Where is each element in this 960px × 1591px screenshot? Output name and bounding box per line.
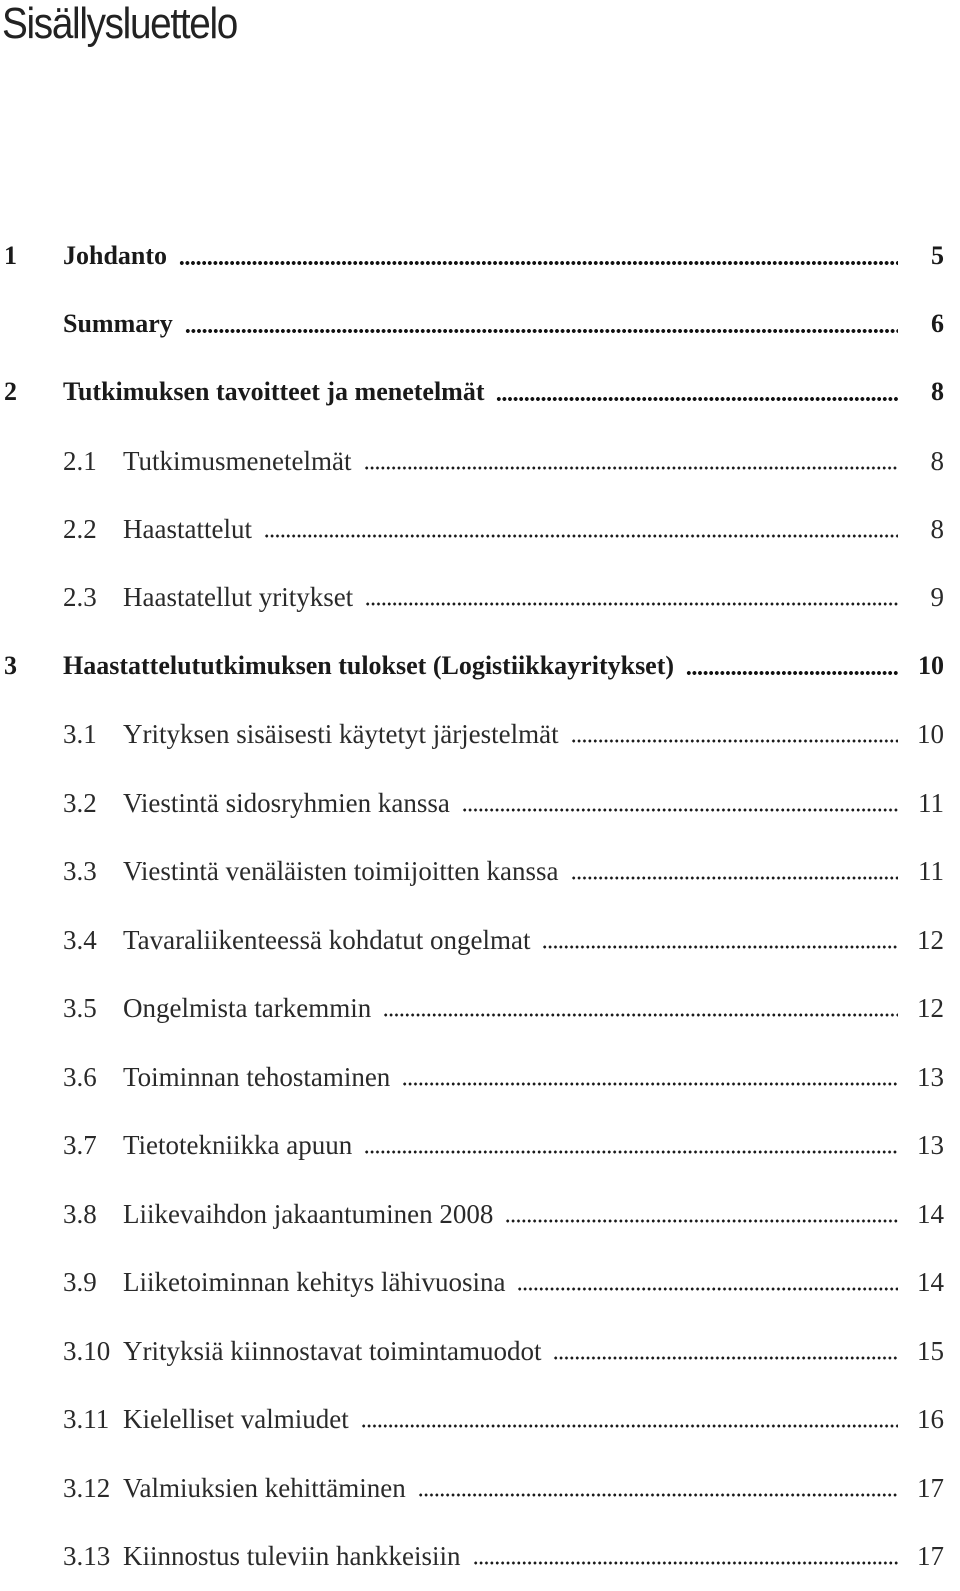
- dot-leader: [542, 944, 898, 950]
- toc-entry-number: 3.8: [63, 1199, 97, 1229]
- toc-entry-1[interactable]: [0, 236, 960, 276]
- dot-leader: [505, 1218, 898, 1224]
- toc-entry-3-9[interactable]: [0, 1262, 960, 1302]
- dot-leader: [402, 1081, 898, 1087]
- toc-entry-2-3[interactable]: [0, 577, 960, 617]
- toc-entry-2-2[interactable]: [0, 509, 960, 549]
- toc-entry-3-13[interactable]: [0, 1536, 960, 1576]
- dot-leader: [383, 1012, 898, 1018]
- toc-entry-page: 17: [917, 1473, 944, 1503]
- toc-entry-number: 3.2: [63, 788, 97, 818]
- toc-entry-number: 2.2: [63, 514, 97, 544]
- dot-leader: [473, 1560, 899, 1566]
- dot-leader: [179, 260, 898, 266]
- toc-entry-2[interactable]: [0, 372, 960, 412]
- dot-leader: [571, 875, 898, 881]
- toc-entry-2-1[interactable]: [0, 441, 960, 481]
- toc-entry-page: 14: [917, 1267, 944, 1297]
- toc-entry-page: 8: [931, 377, 944, 406]
- toc-entry-title: Viestintä sidosryhmien kanssa: [123, 788, 450, 818]
- toc-entry-page: 12: [917, 925, 944, 955]
- toc-entry-3-2[interactable]: [0, 783, 960, 823]
- toc-entry-title: Kiinnostus tuleviin hankkeisiin: [123, 1541, 461, 1571]
- toc-entry-title: Haastatellut yritykset: [123, 582, 354, 612]
- toc-entry-number: 3.1: [63, 719, 97, 749]
- toc-entry-title: Haastattelut: [123, 514, 252, 544]
- toc-entry-title: Valmiuksien kehittäminen: [123, 1473, 406, 1503]
- toc-entry-title: Tavaraliikenteessä kohdatut ongelmat: [123, 925, 531, 955]
- toc-entry-title: Tutkimuksen tavoitteet ja menetelmät: [63, 377, 485, 406]
- toc-entry-number: 3: [4, 651, 17, 680]
- toc-entry-number: 3.13: [63, 1541, 111, 1571]
- toc-entry-page: 10: [917, 719, 944, 749]
- toc-entry-number: 3.4: [63, 925, 97, 955]
- toc-entry-page: 13: [917, 1062, 944, 1092]
- toc-entry-page: 5: [931, 241, 944, 270]
- toc-entry-page: 14: [917, 1199, 944, 1229]
- toc-entry-3-6[interactable]: [0, 1057, 960, 1097]
- dot-leader: [361, 1423, 898, 1429]
- toc-entry-number: 2: [4, 377, 17, 406]
- toc-entry-3-5[interactable]: [0, 988, 960, 1028]
- dot-leader: [365, 601, 898, 607]
- page-title: Sisällysluettelo: [2, 0, 237, 48]
- toc-entry-number: 3.7: [63, 1130, 97, 1160]
- toc-entry-number: 2.1: [63, 446, 97, 476]
- toc-entry-page: 11: [918, 856, 944, 886]
- toc-entry-title: Liikevaihdon jakaantuminen 2008: [123, 1199, 494, 1229]
- toc-entry-summary[interactable]: [0, 304, 960, 344]
- toc-entry-title: Yrityksen sisäisesti käytetyt järjestelmät: [123, 719, 559, 749]
- dot-leader: [496, 396, 898, 402]
- dot-leader: [185, 328, 898, 334]
- toc-entry-number: 3.11: [63, 1404, 110, 1434]
- toc-entry-3-8[interactable]: [0, 1194, 960, 1234]
- toc-entry-3-12[interactable]: [0, 1468, 960, 1508]
- dot-leader: [462, 807, 898, 813]
- toc-entry-title: Kielelliset valmiudet: [123, 1404, 349, 1434]
- dot-leader: [364, 465, 899, 471]
- toc-entry-page: 16: [917, 1404, 944, 1434]
- toc-entry-3-3[interactable]: [0, 851, 960, 891]
- dot-leader: [571, 738, 898, 744]
- dot-leader: [264, 533, 898, 539]
- toc-entry-page: 12: [917, 993, 944, 1023]
- toc-entry-3-4[interactable]: [0, 920, 960, 960]
- toc-entry-title: Liiketoiminnan kehitys lähivuosina: [123, 1267, 506, 1297]
- toc-entry-title: Johdanto: [63, 241, 168, 270]
- toc-entry-page: 10: [918, 651, 944, 680]
- toc-entry-number: 3.12: [63, 1473, 111, 1503]
- toc-entry-number: 3.5: [63, 993, 97, 1023]
- toc-entry-page: 8: [930, 446, 944, 476]
- toc-entry-page: 8: [930, 514, 944, 544]
- toc-entry-title: Ongelmista tarkemmin: [123, 993, 372, 1023]
- dot-leader: [553, 1355, 898, 1361]
- toc-entry-3[interactable]: [0, 646, 960, 686]
- toc-entry-3-1[interactable]: [0, 714, 960, 754]
- toc-entry-number: 3.9: [63, 1267, 97, 1297]
- toc-entry-number: 3.3: [63, 856, 97, 886]
- toc-entry-number: 2.3: [63, 582, 97, 612]
- dot-leader: [364, 1149, 898, 1155]
- toc-entry-title: Tietotekniikka apuun: [123, 1130, 353, 1160]
- toc-entry-title: Haastattelututkimuksen tulokset (Logistiikkayritykset): [63, 651, 675, 680]
- dot-leader: [517, 1286, 898, 1292]
- toc-entry-page: 11: [918, 788, 944, 818]
- toc-entry-number: 1: [4, 241, 17, 270]
- toc-entry-3-7[interactable]: [0, 1125, 960, 1165]
- toc-entry-title: Toiminnan tehostaminen: [123, 1062, 391, 1092]
- toc-entry-title: Yrityksiä kiinnostavat toimintamuodot: [123, 1336, 542, 1366]
- toc-entry-number: 3.6: [63, 1062, 97, 1092]
- toc-entry-number: 3.10: [63, 1336, 111, 1366]
- toc-entry-title: Viestintä venäläisten toimijoitten kanssa: [123, 856, 559, 886]
- toc-entry-title: Tutkimusmenetelmät: [123, 446, 352, 476]
- dot-leader: [418, 1492, 898, 1498]
- dot-leader: [686, 670, 898, 676]
- toc-entry-3-11[interactable]: [0, 1399, 960, 1439]
- toc-entry-3-10[interactable]: [0, 1331, 960, 1371]
- toc-entry-page: 15: [917, 1336, 944, 1366]
- toc-entry-title: Summary: [63, 309, 173, 338]
- toc-entry-page: 13: [917, 1130, 944, 1160]
- toc-entry-page: 9: [930, 582, 944, 612]
- toc-entry-page: 17: [917, 1541, 944, 1571]
- toc-entry-page: 6: [931, 309, 944, 338]
